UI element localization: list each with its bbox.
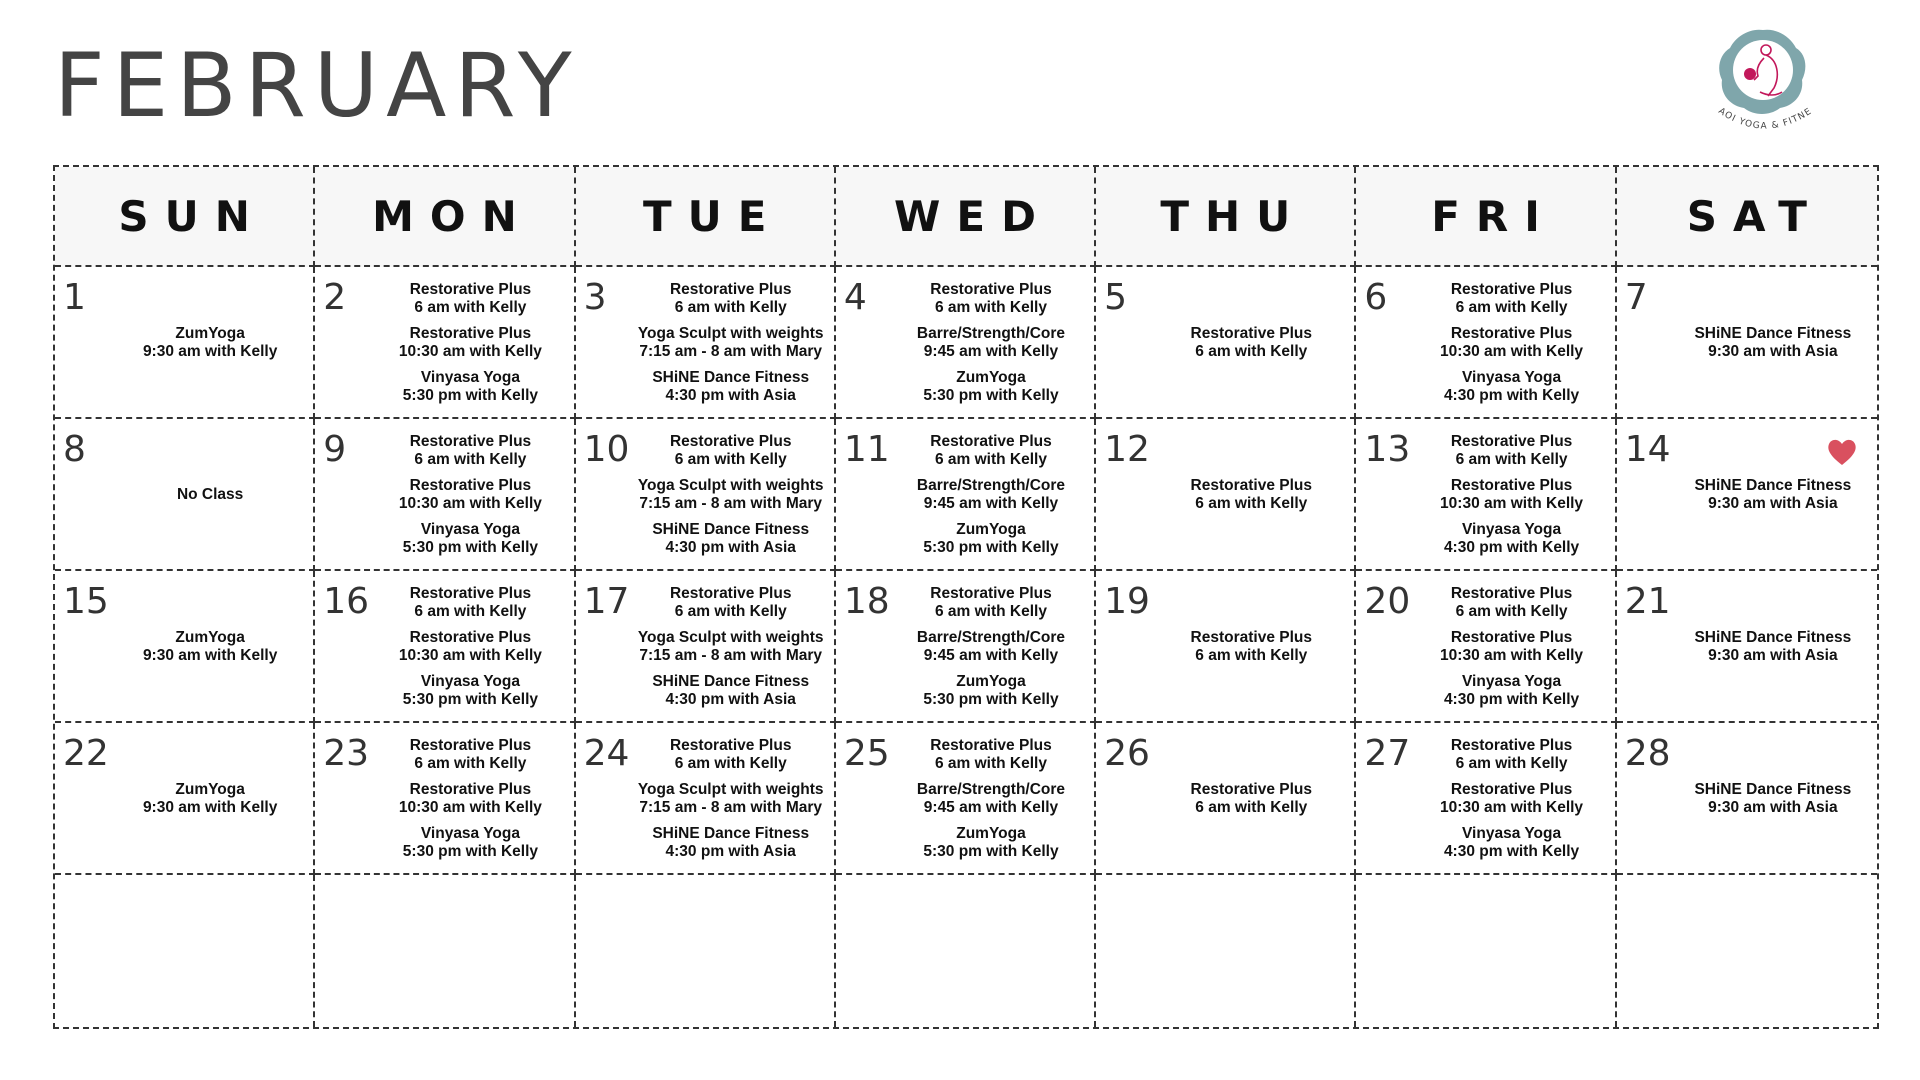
class-time: 6 am with Kelly <box>674 603 787 620</box>
event-list <box>1414 579 1608 715</box>
class-event[interactable] <box>1440 325 1583 361</box>
class-time: 7:15 am - 8 am with Mary <box>639 647 822 664</box>
class-time: 10:30 am with Kelly <box>1440 799 1584 816</box>
day-cell[interactable] <box>836 571 1096 723</box>
class-name: Restorative Plus <box>409 629 532 646</box>
class-event[interactable] <box>638 781 824 817</box>
date-number: 11 <box>843 429 890 470</box>
class-time: 7:15 am - 8 am with Mary <box>639 799 822 816</box>
date-number: 28 <box>1624 733 1671 774</box>
class-name: Restorative Plus <box>409 477 532 494</box>
class-event[interactable] <box>177 486 243 504</box>
class-name: Vinyasa Yoga <box>1462 369 1562 386</box>
day-cell[interactable] <box>1356 419 1616 571</box>
class-time: 9:45 am with Kelly <box>923 495 1059 512</box>
class-name: Restorative Plus <box>669 433 792 450</box>
date-number: 6 <box>1364 277 1388 318</box>
month-title: FEBRUARY <box>54 34 580 137</box>
class-time: 9:45 am with Kelly <box>923 647 1059 664</box>
class-name: Restorative Plus <box>1190 325 1313 342</box>
class-name: Vinyasa Yoga <box>1462 521 1562 538</box>
class-time: 6 am with Kelly <box>414 451 527 468</box>
day-cell[interactable] <box>836 723 1096 875</box>
class-event[interactable] <box>1451 585 1572 621</box>
day-cell[interactable] <box>1096 571 1356 723</box>
class-event[interactable] <box>1191 629 1312 665</box>
event-list <box>113 731 307 867</box>
day-header-fri: FRI <box>1356 167 1616 267</box>
date-number: 21 <box>1624 581 1671 622</box>
event-list <box>894 731 1088 867</box>
class-time: 6 am with Kelly <box>414 299 527 316</box>
event-list <box>634 731 828 867</box>
day-cell[interactable] <box>55 419 315 571</box>
class-event[interactable] <box>403 369 538 405</box>
class-name: ZumYoga <box>956 673 1026 690</box>
class-time: 5:30 pm with Kelly <box>402 539 539 556</box>
class-name: Restorative Plus <box>1190 477 1313 494</box>
class-event[interactable] <box>1440 477 1583 513</box>
class-time: 4:30 pm with Asia <box>665 539 796 556</box>
class-name: SHiNE Dance Fitness <box>1694 477 1852 494</box>
class-event[interactable] <box>1444 369 1579 405</box>
class-name: Restorative Plus <box>669 585 792 602</box>
class-name: Restorative Plus <box>409 737 532 754</box>
date-number: 15 <box>63 581 109 622</box>
class-name: Restorative Plus <box>1450 281 1573 298</box>
day-cell[interactable] <box>1617 723 1877 875</box>
class-name: SHiNE Dance Fitness <box>1694 629 1852 646</box>
calendar-grid <box>53 165 1879 1029</box>
event-list <box>113 275 307 411</box>
class-event[interactable] <box>930 585 1051 621</box>
class-time: 10:30 am with Kelly <box>1440 343 1584 360</box>
day-cell[interactable] <box>1096 875 1356 1027</box>
class-event[interactable] <box>403 673 538 709</box>
class-event[interactable] <box>1191 477 1312 513</box>
class-event[interactable] <box>410 281 531 317</box>
class-name: SHiNE Dance Fitness <box>652 369 810 386</box>
class-event[interactable] <box>917 629 1065 665</box>
class-name: No Class <box>176 486 244 503</box>
event-list <box>1154 731 1348 867</box>
class-time: 7:15 am - 8 am with Mary <box>639 343 822 360</box>
class-event[interactable] <box>1451 737 1572 773</box>
class-time: 6 am with Kelly <box>1455 755 1568 772</box>
event-list <box>894 579 1088 715</box>
class-name: ZumYoga <box>956 521 1026 538</box>
class-event[interactable] <box>652 673 809 709</box>
class-event[interactable] <box>930 737 1051 773</box>
event-list <box>373 427 567 563</box>
date-number: 2 <box>323 277 347 318</box>
class-time: 9:30 am with Asia <box>1708 799 1838 816</box>
class-name: SHiNE Dance Fitness <box>652 825 810 842</box>
class-time: 4:30 pm with Kelly <box>1443 691 1580 708</box>
logo-text: AOI YOGA & FITNE <box>1716 106 1815 132</box>
class-time: 5:30 pm with Kelly <box>402 843 539 860</box>
date-number: 3 <box>583 277 607 318</box>
day-cell[interactable] <box>836 875 1096 1027</box>
class-time: 6 am with Kelly <box>674 755 787 772</box>
event-list <box>1675 579 1871 715</box>
day-cell[interactable] <box>55 571 315 723</box>
class-event[interactable] <box>917 325 1065 361</box>
date-number: 23 <box>323 733 370 774</box>
class-name: Restorative Plus <box>409 781 532 798</box>
day-cell[interactable] <box>576 875 836 1027</box>
class-time: 5:30 pm with Kelly <box>402 387 539 404</box>
class-time: 5:30 pm with Kelly <box>923 539 1059 556</box>
event-list <box>1414 275 1608 411</box>
class-name: Yoga Sculpt with weights <box>637 629 824 646</box>
day-cell[interactable] <box>315 723 575 875</box>
class-name: ZumYoga <box>956 369 1026 386</box>
class-name: Restorative Plus <box>1450 585 1573 602</box>
day-cell[interactable] <box>1356 875 1616 1027</box>
class-time: 9:30 am with Kelly <box>142 799 278 816</box>
class-event[interactable] <box>917 781 1065 817</box>
day-cell[interactable] <box>1096 723 1356 875</box>
class-event[interactable] <box>652 825 809 861</box>
day-cell[interactable] <box>576 419 836 571</box>
event-list <box>634 579 828 715</box>
class-name: Restorative Plus <box>669 281 792 298</box>
event-list <box>634 427 828 563</box>
class-name: Barre/Strength/Core <box>916 781 1066 798</box>
date-number: 9 <box>323 429 347 470</box>
day-cell[interactable] <box>55 875 315 1027</box>
class-event[interactable] <box>1694 629 1851 665</box>
day-cell[interactable] <box>55 723 315 875</box>
class-time: 6 am with Kelly <box>1195 647 1308 664</box>
class-event[interactable] <box>399 629 542 665</box>
date-number: 24 <box>583 733 630 774</box>
class-name: Yoga Sculpt with weights <box>637 781 824 798</box>
class-event[interactable] <box>638 325 824 361</box>
class-name: Restorative Plus <box>1450 629 1573 646</box>
class-name: SHiNE Dance Fitness <box>1694 325 1852 342</box>
class-name: Barre/Strength/Core <box>916 629 1066 646</box>
day-cell[interactable] <box>315 875 575 1027</box>
class-time: 10:30 am with Kelly <box>1440 495 1584 512</box>
class-event[interactable] <box>399 477 542 513</box>
class-name: Barre/Strength/Core <box>916 325 1066 342</box>
class-event[interactable] <box>1444 521 1579 557</box>
day-header-sun: SUN <box>55 167 315 267</box>
class-name: Barre/Strength/Core <box>916 477 1066 494</box>
class-name: Restorative Plus <box>409 585 532 602</box>
class-time: 5:30 pm with Kelly <box>402 691 539 708</box>
class-event[interactable] <box>923 521 1058 557</box>
class-event[interactable] <box>652 521 809 557</box>
day-header-wed: WED <box>836 167 1096 267</box>
day-cell[interactable] <box>1617 419 1877 571</box>
class-event[interactable] <box>403 521 538 557</box>
date-number: 26 <box>1104 733 1150 774</box>
event-list <box>113 883 307 1021</box>
class-name: Restorative Plus <box>1450 433 1573 450</box>
event-list <box>373 731 567 867</box>
date-number: 19 <box>1104 581 1150 622</box>
class-name: Restorative Plus <box>409 433 532 450</box>
class-event[interactable] <box>1451 433 1572 469</box>
class-event[interactable] <box>930 433 1051 469</box>
event-list <box>894 275 1088 411</box>
class-event[interactable] <box>1694 477 1851 513</box>
class-event[interactable] <box>1440 781 1583 817</box>
class-name: ZumYoga <box>956 825 1026 842</box>
date-number: 10 <box>583 429 630 470</box>
day-header-mon: MON <box>315 167 575 267</box>
class-time: 5:30 pm with Kelly <box>923 691 1059 708</box>
event-list <box>1675 731 1871 867</box>
class-time: 6 am with Kelly <box>934 755 1047 772</box>
class-event[interactable] <box>399 325 542 361</box>
class-name: Vinyasa Yoga <box>1462 825 1562 842</box>
event-list <box>1154 579 1348 715</box>
class-name: SHiNE Dance Fitness <box>1694 781 1852 798</box>
class-event[interactable] <box>923 825 1058 861</box>
class-time: 9:30 am with Asia <box>1708 495 1838 512</box>
event-list <box>373 275 567 411</box>
class-name: Restorative Plus <box>930 585 1052 602</box>
class-event[interactable] <box>143 629 277 665</box>
date-number: 7 <box>1624 277 1648 318</box>
date-number: 4 <box>843 277 867 318</box>
class-name: Vinyasa Yoga <box>1462 673 1562 690</box>
class-time: 6 am with Kelly <box>1195 343 1308 360</box>
day-cell[interactable] <box>315 267 575 419</box>
date-number: 18 <box>843 581 890 622</box>
class-event[interactable] <box>143 781 277 817</box>
class-event[interactable] <box>930 281 1051 317</box>
class-event[interactable] <box>1444 825 1579 861</box>
day-cell[interactable] <box>576 267 836 419</box>
day-cell[interactable] <box>315 571 575 723</box>
date-number: 5 <box>1104 277 1128 318</box>
date-number: 25 <box>843 733 890 774</box>
class-time: 6 am with Kelly <box>414 603 527 620</box>
day-cell[interactable] <box>1356 571 1616 723</box>
class-name: ZumYoga <box>175 325 245 342</box>
class-event[interactable] <box>143 325 277 361</box>
event-list <box>894 883 1088 1021</box>
date-number: 16 <box>323 581 370 622</box>
date-number: 22 <box>63 733 109 774</box>
day-cell[interactable] <box>1096 419 1356 571</box>
class-time: 9:45 am with Kelly <box>923 799 1059 816</box>
class-time: 4:30 pm with Kelly <box>1443 843 1580 860</box>
day-cell[interactable] <box>1617 267 1877 419</box>
class-time: 10:30 am with Kelly <box>398 495 542 512</box>
class-name: Vinyasa Yoga <box>420 369 520 386</box>
class-time: 7:15 am - 8 am with Mary <box>639 495 822 512</box>
day-cell[interactable] <box>1096 267 1356 419</box>
class-event[interactable] <box>670 737 791 773</box>
event-list <box>1154 427 1348 563</box>
event-list <box>1414 731 1608 867</box>
event-list <box>373 579 567 715</box>
class-name: Restorative Plus <box>669 737 792 754</box>
class-time: 9:30 am with Asia <box>1708 647 1838 664</box>
class-time: 4:30 pm with Asia <box>665 691 796 708</box>
class-event[interactable] <box>923 673 1058 709</box>
class-event[interactable] <box>1191 781 1312 817</box>
class-event[interactable] <box>410 433 531 469</box>
class-time: 6 am with Kelly <box>934 603 1047 620</box>
class-event[interactable] <box>1444 673 1579 709</box>
class-event[interactable] <box>638 629 824 665</box>
class-time: 6 am with Kelly <box>1455 603 1568 620</box>
class-time: 9:30 am with Asia <box>1708 343 1838 360</box>
class-time: 4:30 pm with Kelly <box>1443 539 1580 556</box>
class-event[interactable] <box>670 281 791 317</box>
class-time: 4:30 pm with Kelly <box>1443 387 1580 404</box>
class-time: 5:30 pm with Kelly <box>923 843 1059 860</box>
day-cell[interactable] <box>1356 723 1616 875</box>
date-number: 27 <box>1364 733 1411 774</box>
class-name: Yoga Sculpt with weights <box>637 477 824 494</box>
class-name: Vinyasa Yoga <box>420 521 520 538</box>
class-name: Restorative Plus <box>1450 477 1573 494</box>
class-event[interactable] <box>670 585 791 621</box>
event-list <box>1154 883 1348 1021</box>
yoga-logo-icon <box>1698 24 1828 144</box>
class-name: Restorative Plus <box>1450 781 1573 798</box>
class-name: ZumYoga <box>175 781 245 798</box>
day-header-sat: SAT <box>1617 167 1877 267</box>
day-cell[interactable] <box>836 267 1096 419</box>
event-list <box>1675 427 1871 563</box>
class-name: Restorative Plus <box>930 281 1052 298</box>
class-name: Yoga Sculpt with weights <box>637 325 824 342</box>
day-header-thu: THU <box>1096 167 1356 267</box>
class-event[interactable] <box>410 585 531 621</box>
day-cell[interactable] <box>1617 875 1877 1027</box>
event-list <box>634 883 828 1021</box>
class-name: Vinyasa Yoga <box>420 673 520 690</box>
class-time: 6 am with Kelly <box>1455 299 1568 316</box>
event-list <box>894 427 1088 563</box>
class-time: 9:30 am with Kelly <box>142 647 278 664</box>
class-name: ZumYoga <box>175 629 245 646</box>
event-list <box>1675 883 1871 1021</box>
class-time: 6 am with Kelly <box>674 451 787 468</box>
day-cell[interactable] <box>576 723 836 875</box>
event-list <box>1414 883 1608 1021</box>
class-time: 10:30 am with Kelly <box>1440 647 1584 664</box>
class-time: 6 am with Kelly <box>1455 451 1568 468</box>
date-number: 12 <box>1104 429 1150 470</box>
event-list <box>1414 427 1608 563</box>
class-time: 10:30 am with Kelly <box>398 343 542 360</box>
day-cell[interactable] <box>55 267 315 419</box>
class-event[interactable] <box>1694 325 1851 361</box>
day-cell[interactable] <box>576 571 836 723</box>
class-time: 6 am with Kelly <box>414 755 527 772</box>
class-time: 6 am with Kelly <box>1195 495 1308 512</box>
class-time: 5:30 pm with Kelly <box>923 387 1059 404</box>
class-time: 6 am with Kelly <box>934 451 1047 468</box>
day-cell[interactable] <box>1356 267 1616 419</box>
class-name: Vinyasa Yoga <box>420 825 520 842</box>
class-time: 10:30 am with Kelly <box>398 647 542 664</box>
class-name: Restorative Plus <box>409 281 532 298</box>
class-event[interactable] <box>638 477 824 513</box>
class-event[interactable] <box>403 825 538 861</box>
date-number: 8 <box>63 429 86 470</box>
class-time: 9:45 am with Kelly <box>923 343 1059 360</box>
date-number: 20 <box>1364 581 1411 622</box>
class-event[interactable] <box>923 369 1058 405</box>
class-event[interactable] <box>1451 281 1572 317</box>
class-time: 6 am with Kelly <box>1195 799 1308 816</box>
date-number: 1 <box>63 277 86 318</box>
class-event[interactable] <box>1191 325 1312 361</box>
date-number: 13 <box>1364 429 1411 470</box>
day-cell[interactable] <box>315 419 575 571</box>
class-name: Restorative Plus <box>930 433 1052 450</box>
class-time: 6 am with Kelly <box>934 299 1047 316</box>
day-cell[interactable] <box>1617 571 1877 723</box>
date-number: 14 <box>1624 429 1671 470</box>
event-list <box>113 427 307 563</box>
class-event[interactable] <box>1440 629 1583 665</box>
class-event[interactable] <box>399 781 542 817</box>
class-event[interactable] <box>1694 781 1851 817</box>
event-list <box>373 883 567 1021</box>
class-event[interactable] <box>652 369 809 405</box>
class-event[interactable] <box>670 433 791 469</box>
class-time: 4:30 pm with Asia <box>665 843 796 860</box>
day-cell[interactable] <box>836 419 1096 571</box>
class-name: Restorative Plus <box>1190 629 1313 646</box>
class-name: Restorative Plus <box>1450 325 1573 342</box>
class-name: Restorative Plus <box>1450 737 1573 754</box>
event-list <box>1154 275 1348 411</box>
class-time: 4:30 pm with Asia <box>665 387 796 404</box>
class-name: Restorative Plus <box>409 325 532 342</box>
class-name: Restorative Plus <box>930 737 1052 754</box>
event-list <box>634 275 828 411</box>
class-name: Restorative Plus <box>1190 781 1313 798</box>
event-list <box>113 579 307 715</box>
class-time: 9:30 am with Kelly <box>142 343 278 360</box>
class-time: 6 am with Kelly <box>674 299 787 316</box>
date-number: 17 <box>583 581 630 622</box>
day-header-tue: TUE <box>576 167 836 267</box>
class-time: 10:30 am with Kelly <box>398 799 542 816</box>
class-name: SHiNE Dance Fitness <box>652 673 810 690</box>
class-event[interactable] <box>410 737 531 773</box>
class-name: SHiNE Dance Fitness <box>652 521 810 538</box>
class-event[interactable] <box>917 477 1065 513</box>
event-list <box>1675 275 1871 411</box>
